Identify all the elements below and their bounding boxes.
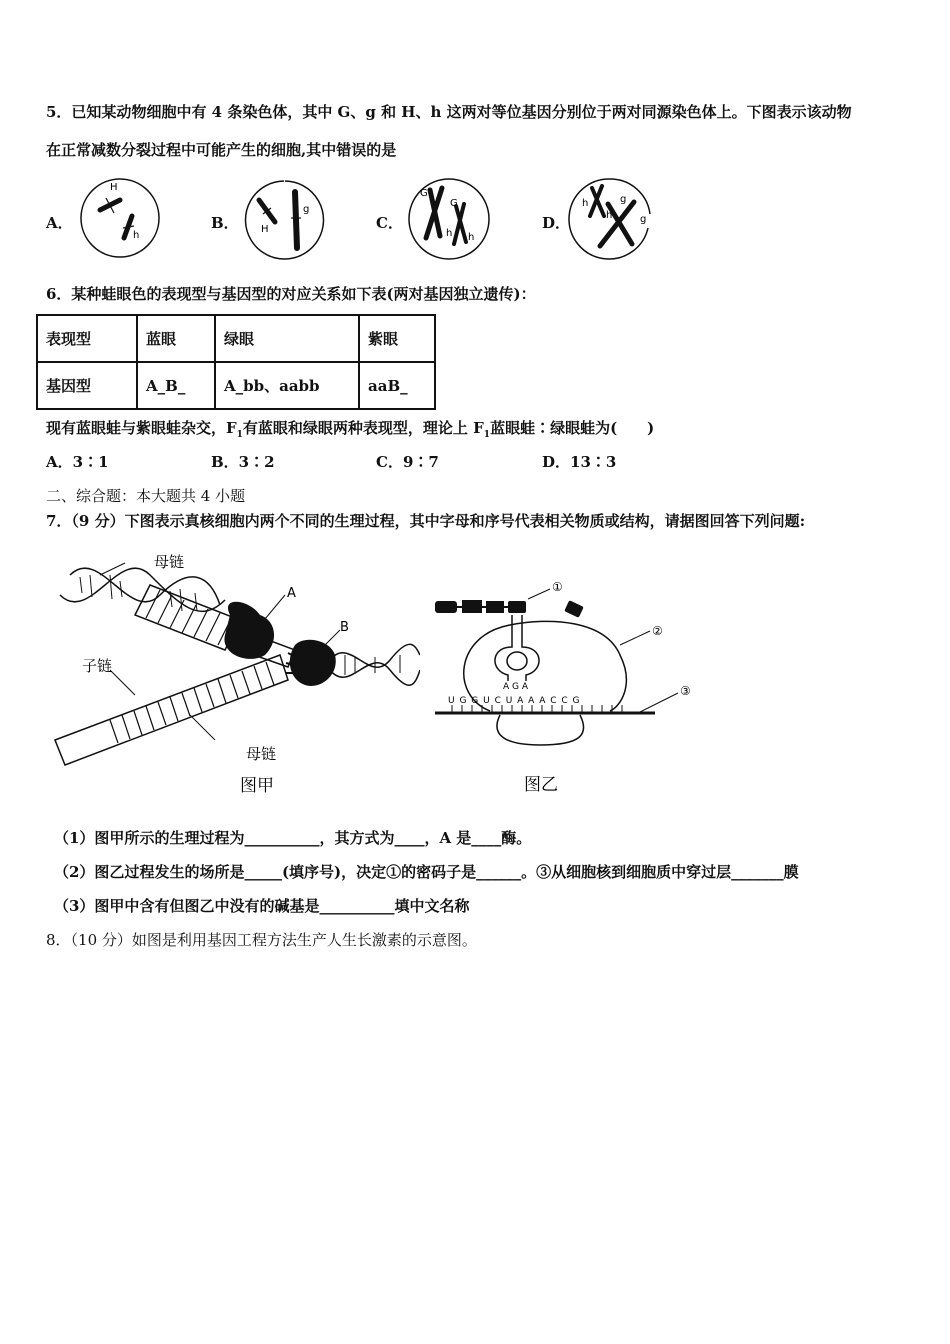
anticodon: A G A xyxy=(503,682,529,692)
q6-question xyxy=(46,418,654,445)
table-cell: 紫眼 xyxy=(359,315,435,362)
genotype-table xyxy=(36,314,436,410)
gene-label: h xyxy=(468,232,475,243)
subscript: 1 xyxy=(483,430,491,440)
q5-option-a-label: A． xyxy=(46,214,73,232)
gene-label: h xyxy=(606,210,613,221)
table-cell: 绿眼 xyxy=(215,315,359,362)
subscript: 1 xyxy=(236,430,243,440)
q7-sub3: （3）图甲中含有但图乙中没有的碱基是__________填中文名称 xyxy=(54,897,470,915)
q6-option-b: B．3∶2 xyxy=(211,453,275,471)
q6-option-d: D．13∶3 xyxy=(542,453,617,471)
q5-option-c-cell xyxy=(406,176,492,262)
q5-option-d-cell xyxy=(568,176,652,262)
table-cell: 蓝眼 xyxy=(137,315,215,362)
gene-label: g xyxy=(303,204,310,215)
label-daughter: 子链 xyxy=(82,657,113,675)
table-cell: aaB_ xyxy=(359,362,435,409)
q6-option-c: C．9∶7 xyxy=(376,453,439,471)
q6-question-part2: 有蓝眼和绿眼两种表现型，理论上 F xyxy=(242,419,484,437)
gene-label: g xyxy=(640,214,647,225)
gene-label: g xyxy=(620,194,627,205)
table-cell: A_bb、aabb xyxy=(215,362,359,409)
caption-jia: 图甲 xyxy=(240,776,274,796)
label-a: A xyxy=(287,586,296,601)
label-1: ① xyxy=(552,580,563,594)
section-heading: 二、综合题：本大题共 4 小题 xyxy=(46,487,246,505)
q5-option-d-label: D． xyxy=(542,214,571,232)
q8-stem: 8．（10 分）如图是利用基因工程方法生产人生长激素的示意图。 xyxy=(46,931,477,949)
caption-yi: 图乙 xyxy=(524,775,558,795)
q6-stem: 6．某种蛙眼色的表现型与基因型的对应关系如下表(两对基因独立遗传)： xyxy=(46,285,536,303)
gene-label: G xyxy=(420,188,428,199)
q5-option-b-cell xyxy=(243,178,327,262)
q6-option-a: A．3∶1 xyxy=(46,453,109,471)
q6-question-part3: 蓝眼蛙∶绿眼蛙为( ) xyxy=(490,419,655,437)
figure-jia xyxy=(50,545,420,805)
gene-label: h xyxy=(446,228,453,239)
gene-label: H xyxy=(261,224,269,235)
label-b: B xyxy=(340,620,349,635)
label-2: ② xyxy=(652,624,663,638)
gene-label: h xyxy=(582,198,589,209)
table-cell: 基因型 xyxy=(37,362,137,409)
gene-label: H xyxy=(110,182,118,193)
table-cell: A_B_ xyxy=(137,362,215,409)
table-row xyxy=(37,362,435,409)
gene-label: G xyxy=(450,198,458,209)
q7-stem: 7．（9 分）下图表示真核细胞内两个不同的生理过程，其中字母和序号代表相关物质或结构，请据图回答下列问题: xyxy=(46,512,806,530)
q5-option-c-label: C． xyxy=(376,214,403,232)
mrna-sequence: U G G U C U A A A C C G xyxy=(448,696,581,706)
q5-option-b-label: B． xyxy=(211,214,239,232)
table-cell: 表现型 xyxy=(37,315,137,362)
q5-option-a-cell xyxy=(78,176,162,260)
table-row xyxy=(37,315,435,362)
gene-label: h xyxy=(133,230,140,241)
label-3: ③ xyxy=(680,684,691,698)
q5-stem-line1: 5．已知某动物细胞中有 4 条染色体，其中 G、g 和 H、h 这两对等位基因分别位于两对同源染色体上。下图表示该动物 xyxy=(46,103,852,121)
figure-yi xyxy=(430,575,700,800)
q7-sub1: （1）图甲所示的生理过程为__________，其方式为____，A 是____酶。 xyxy=(54,829,532,847)
q6-question-part1: 现有蓝眼蛙与紫眼蛙杂交，F xyxy=(46,419,237,437)
label-mother-bottom: 母链 xyxy=(246,745,277,763)
label-mother-top: 母链 xyxy=(154,553,185,571)
q5-stem-line2: 在正常减数分裂过程中可能产生的细胞,其中错误的是 xyxy=(46,141,397,159)
q7-sub2: （2）图乙过程发生的场所是_____(填序号)，决定①的密码子是______。③从细胞核到细胞质中穿过层_______膜 xyxy=(54,863,799,881)
